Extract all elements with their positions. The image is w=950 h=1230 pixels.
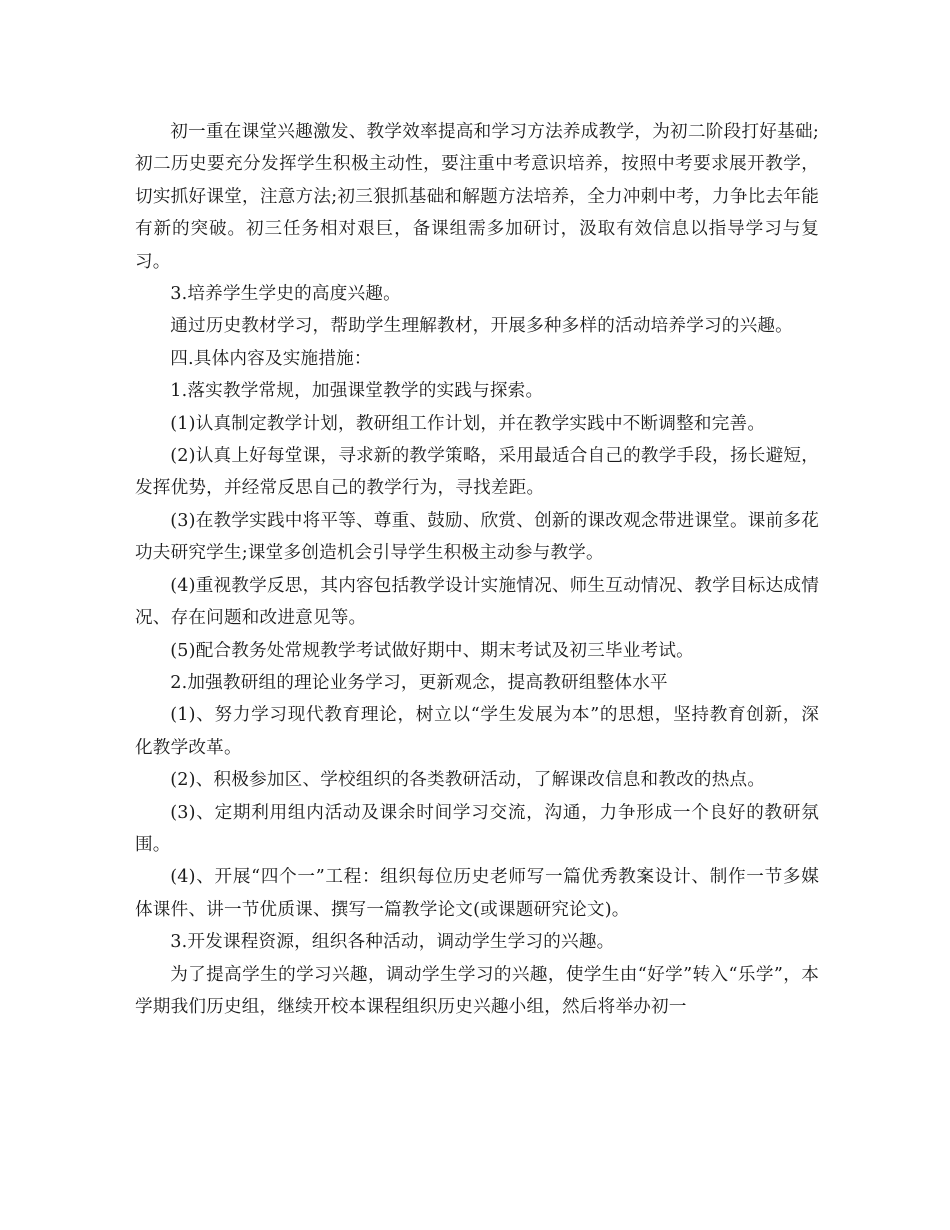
document-body [135, 116, 819, 1023]
paragraph-17: 为了提高学生的学习兴趣，调动学生学习的兴趣，使学生由“好学”转入“乐学”，本学期我们历史组，继续开校本课程组织历史兴趣小组，然后将举办初一 [135, 964, 819, 1017]
paragraph-6: (1)认真制定教学计划，教研组工作计划，并在教学实践中不断调整和完善。 [170, 413, 766, 434]
paragraph-4: 四.具体内容及实施措施： [170, 348, 372, 369]
paragraph-9: (4)重视教学反思，其内容包括教学设计实施情况、师生互动情况、教学目标达成情况、存在问题和改进意见等。 [135, 575, 819, 629]
paragraph-14: (3)、定期利用组内活动及课余时间学习交流，沟通，力争形成一个良好的教研氛围。 [135, 802, 819, 855]
paragraph-8: (3)在教学实践中将平等、尊重、鼓励、欣赏、创新的课改观念带进课堂。课前多花功夫研究学生;课堂多创造机会引导学生积极主动参与教学。 [135, 510, 819, 564]
paragraph-11: 2.加强教研组的理论业务学习，更新观念，提高教研组整体水平 [170, 672, 668, 693]
paragraph-10: (5)配合教务处常规教学考试做好期中、期末考试及初三毕业考试。 [170, 640, 694, 661]
paragraph-2: 3.培养学生学史的高度兴趣。 [170, 284, 401, 305]
paragraph-15: (4)、开展“四个一”工程：组织每位历史老师写一篇优秀教案设计、制作一节多媒体课件、讲一节优质课、撰写一篇教学论文(或课题研究论文)。 [135, 867, 819, 920]
paragraph-16: 3.开发课程资源，组织各种活动，调动学生学习的兴趣。 [170, 932, 615, 953]
paragraph-1: 初一重在课堂兴趣激发、教学效率提高和学习方法养成教学，为初二阶段打好基础;初二历史要充分发挥学生积极主动性，要注重中考意识培养，按照中考要求展开教学，切实抓好课堂，注意方法;初三狠抓基础和解题方法培养，全力冲刺中考，力争比去年能有新的突破。初三任务相对艰巨，备课组需多加研讨，汲取有效信息以指导学习与复习。 [135, 122, 819, 272]
paragraph-5: 1.落实教学常规，加强课堂教学的实践与探索。 [170, 381, 544, 402]
paragraph-7: (2)认真上好每堂课，寻求新的教学策略，采用最适合自己的教学手段，扬长避短，发挥优势，并经常反思自己的教学行为，寻找差距。 [135, 446, 819, 499]
paragraph-12: (1)、努力学习现代教育理论，树立以“学生发展为本”的思想，坚持教育创新，深化教学改革。 [135, 705, 819, 758]
paragraph-3: 通过历史教材学习，帮助学生理解教材，开展多种多样的活动培养学习的兴趣。 [170, 316, 793, 337]
paragraph-13: (2)、积极参加区、学校组织的各类教研活动，了解课改信息和教改的热点。 [170, 770, 766, 791]
